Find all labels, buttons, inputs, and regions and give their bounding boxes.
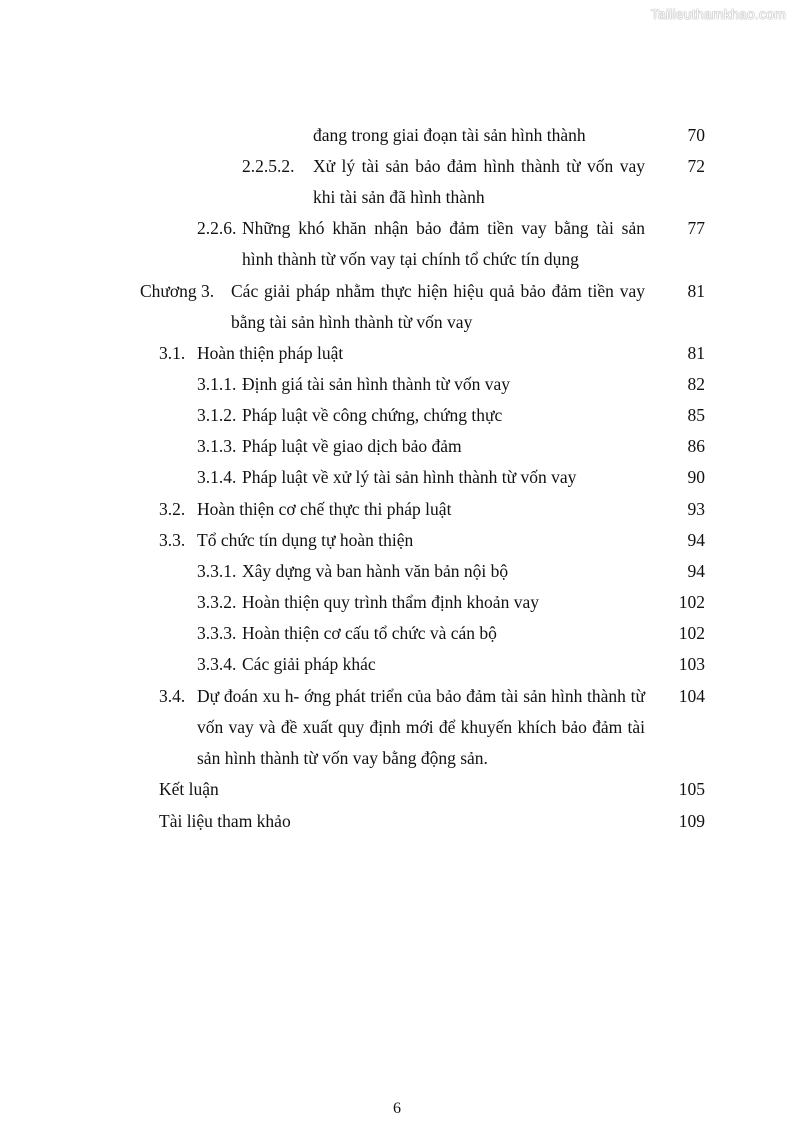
toc-entry-title: Dự đoán xu h- ớng phát triển của bảo đảm tài sản hình thành từ vốn vay và đề xuất quy định mới để khuyến khích bảo đảm tài sản hình thành từ vốn vay bằng động sản. bbox=[197, 686, 645, 768]
toc-entry-title: Hoàn thiện pháp luật bbox=[197, 343, 344, 363]
toc-entry-page: 94 bbox=[687, 530, 705, 550]
toc-entry-number: 3.3.2. bbox=[197, 592, 237, 612]
toc-entry-number: 2.2.5.2. bbox=[242, 156, 295, 176]
toc-entry-page: 81 bbox=[687, 281, 705, 301]
toc-entry-number: 3.4. bbox=[159, 686, 186, 706]
toc-entry-number: 3.1. bbox=[159, 343, 186, 363]
toc-entry-page: 105 bbox=[678, 779, 705, 799]
toc-entry-page: 94 bbox=[687, 561, 705, 581]
toc-entry-page: 82 bbox=[687, 374, 705, 394]
toc-entry-title: Các giải pháp khác bbox=[242, 654, 376, 674]
toc-entry-title: Các giải pháp nhằm thực hiện hiệu quả bảo đảm tiền vay bằng tài sản hình thành từ vốn vay bbox=[231, 281, 645, 332]
toc-entry-title: Hoàn thiện quy trình thẩm định khoản vay bbox=[242, 592, 539, 612]
toc-entry-number: 3.1.3. bbox=[197, 436, 237, 456]
toc-entry-title: Tài liệu tham khảo bbox=[159, 811, 291, 831]
toc-entry-page: 93 bbox=[687, 499, 705, 519]
toc-entry-title: đang trong giai đoạn tài sản hình thành bbox=[313, 125, 586, 145]
toc-entry-number: 3.3.3. bbox=[197, 623, 237, 643]
toc-entry-title: Định giá tài sản hình thành từ vốn vay bbox=[242, 374, 511, 394]
toc-entry-page: 86 bbox=[687, 436, 705, 456]
toc-entry-title: Pháp luật về công chứng, chứng thực bbox=[242, 405, 503, 425]
toc-entry-number: 3.2. bbox=[159, 499, 186, 519]
toc-entry-page: 81 bbox=[687, 343, 705, 363]
toc-entry-page: 72 bbox=[687, 156, 705, 176]
toc-entry-title: Những khó khăn nhận bảo đảm tiền vay bằng tài sản hình thành từ vốn vay tại chính tổ chức tín dụng bbox=[242, 218, 645, 269]
toc-entry-page: 109 bbox=[678, 811, 705, 831]
toc-entry-number: 3.3. bbox=[159, 530, 186, 550]
toc-entry-page: 104 bbox=[678, 686, 705, 706]
toc-entry-number: 3.3.1. bbox=[197, 561, 237, 581]
toc-entry-page: 77 bbox=[687, 218, 705, 238]
watermark: Tailieuthamkhao.com bbox=[650, 6, 786, 22]
toc-entry-title: Xử lý tài sản bảo đảm hình thành từ vốn vay khi tài sản đã hình thành bbox=[313, 156, 645, 207]
toc-entry-page: 85 bbox=[687, 405, 705, 425]
toc-entry-number: 2.2.6. bbox=[197, 218, 237, 238]
toc-entry-title: Tổ chức tín dụng tự hoàn thiện bbox=[197, 530, 414, 550]
toc-entry-number: 3.1.2. bbox=[197, 405, 237, 425]
toc-entry-page: 70 bbox=[687, 125, 705, 145]
toc-entry-number: 3.1.1. bbox=[197, 374, 237, 394]
toc-entry-page: 102 bbox=[678, 623, 705, 643]
toc-entry-number: 3.3.4. bbox=[197, 654, 237, 674]
toc-entry-title: Xây dựng và ban hành văn bản nội bộ bbox=[242, 561, 509, 581]
page-number: 6 bbox=[393, 1100, 401, 1117]
toc-entry-number: 3.1.4. bbox=[197, 467, 237, 487]
toc-entry-title: Hoàn thiện cơ chế thực thi pháp luật bbox=[197, 499, 452, 519]
toc-entry-page: 90 bbox=[687, 467, 705, 487]
toc-entry-page: 103 bbox=[678, 654, 705, 674]
toc-entry-title: Pháp luật về giao dịch bảo đảm bbox=[242, 436, 462, 456]
toc-entry-title: Kết luận bbox=[159, 779, 219, 799]
toc-entry-number: Chương 3. bbox=[140, 281, 215, 301]
toc-entry-title: Pháp luật về xử lý tài sản hình thành từ vốn vay bbox=[242, 467, 577, 487]
toc-entry-title: Hoàn thiện cơ cấu tổ chức và cán bộ bbox=[242, 623, 497, 643]
toc-entry-page: 102 bbox=[678, 592, 705, 612]
